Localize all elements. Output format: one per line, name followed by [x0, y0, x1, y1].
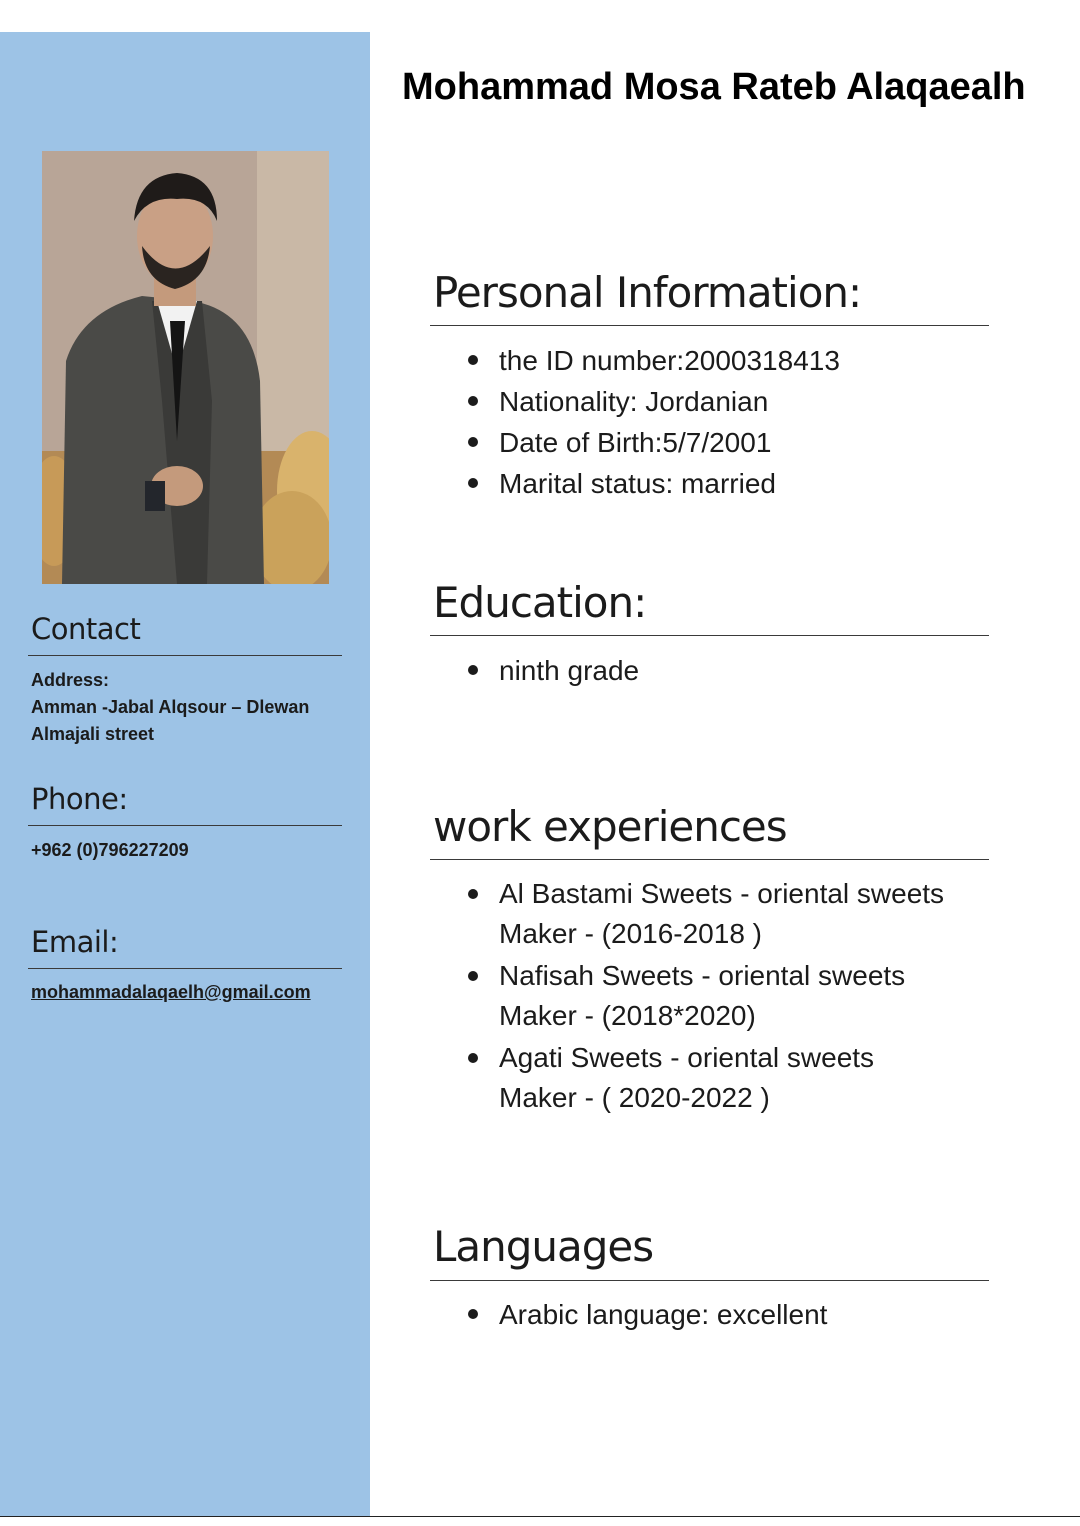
list-item: [466, 1038, 986, 1118]
email-link[interactable]: mohammadalaqaelh@gmail.com: [31, 982, 311, 1002]
list-item: Arabic language: excellent: [466, 1294, 986, 1335]
list-item: [466, 874, 986, 954]
address-label: Address:: [31, 670, 110, 690]
page-bottom-border: [0, 1516, 1080, 1526]
list-item: Nationality: Jordanian: [466, 381, 986, 422]
list-item: Marital status: married: [466, 463, 986, 504]
personal-info-divider: [430, 325, 989, 326]
list-item: the ID number:2000318413: [466, 340, 986, 381]
job-line-1: Nafisah Sweets - oriental sweets: [499, 960, 906, 991]
job-line-2: Maker - (2016-2018 ): [499, 918, 763, 949]
profile-photo: [42, 151, 329, 584]
email-divider: [28, 968, 342, 969]
phone-divider: [28, 825, 342, 826]
job-line-1: Al Bastami Sweets - oriental sweets: [499, 878, 945, 909]
languages-heading: Languages: [433, 1222, 654, 1271]
personal-info-heading: Personal Information:: [433, 268, 862, 317]
job-line-1: Agati Sweets - oriental sweets: [499, 1042, 875, 1073]
person-name: Mohammad Mosa Rateb Alaqaealh: [402, 66, 1026, 108]
job-line-2: Maker - (2018*2020): [499, 1000, 756, 1031]
education-list: [466, 650, 986, 691]
education-divider: [430, 635, 989, 636]
personal-info-list: [466, 340, 986, 504]
email-heading: Email:: [31, 925, 119, 959]
education-heading: Education:: [433, 578, 647, 627]
work-divider: [430, 859, 989, 860]
list-item: [466, 956, 986, 1036]
phone-heading: Phone:: [31, 782, 128, 816]
contact-heading: Contact: [31, 612, 141, 646]
list-item: Date of Birth:5/7/2001: [466, 422, 986, 463]
contact-divider: [28, 655, 342, 656]
work-list: [466, 874, 986, 1120]
address-line-1: Amman -Jabal Alqsour – Dlewan: [31, 697, 310, 717]
work-heading: work experiences: [433, 802, 787, 851]
languages-divider: [430, 1280, 989, 1281]
job-line-2: Maker - ( 2020-2022 ): [499, 1082, 770, 1113]
address-line-2: Almajali street: [31, 724, 155, 744]
list-item: ninth grade: [466, 650, 986, 691]
address-block: [31, 667, 351, 748]
phone-number: +962 (0)796227209: [31, 840, 189, 860]
languages-list: [466, 1294, 986, 1335]
